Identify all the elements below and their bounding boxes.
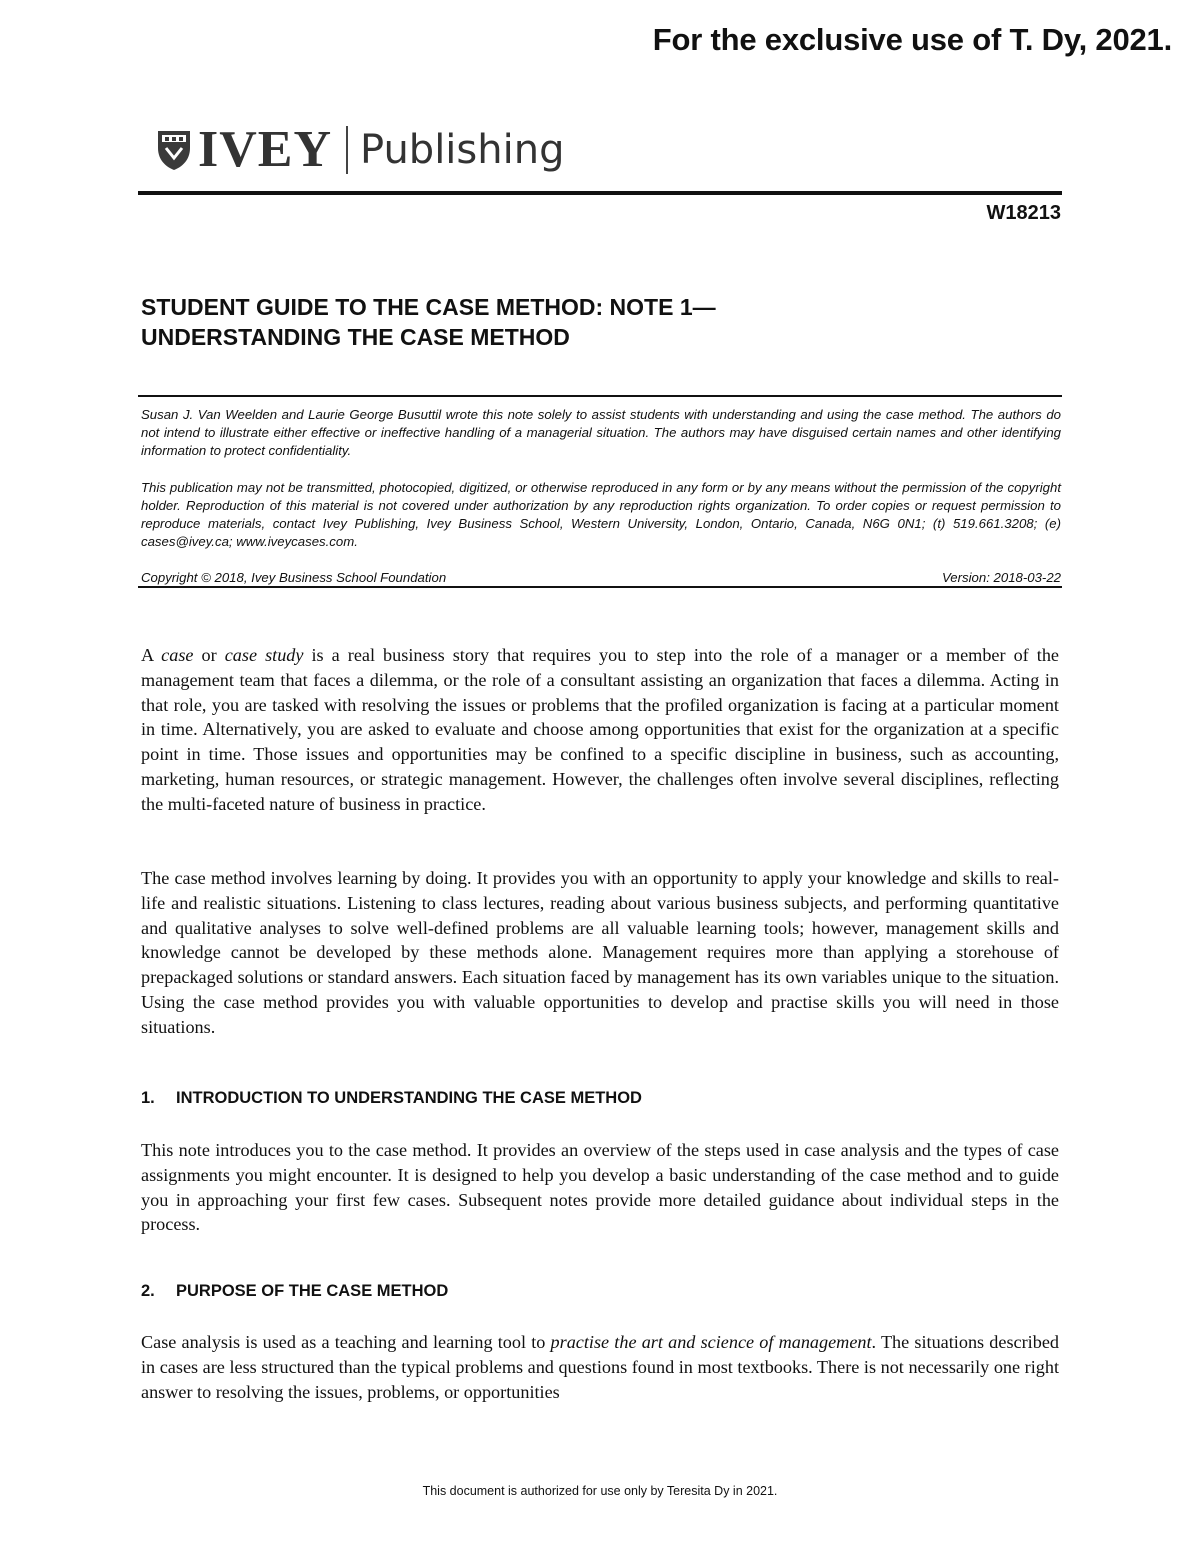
intro-rest: is a real business story that requires you to step into the role of a manager or a member of the management team that faces a dilemma, or the role of a consultant assisting an organization that faces a dilemma. Acting in that role, you are tasked with resolving the issues or problems that the profiled organization is facing at a particular moment in time. Alternatively, you are asked to evaluate and choose among opportunities that exist for the organization at a specific point in time. Those issues and opportunities may be confined to a specific discipline in business, such as accounting, marketing, human resources, or strategic management. However, the challenges often involve several disciplines, reflecting the multi-faceted nature of business in practice.	[141, 645, 1059, 814]
logo-separator	[346, 126, 348, 174]
section-1-paragraph: This note introduces you to the case method. It provides an overview of the steps used in case analysis and the types of case assignments you might encounter. It is designed to help you develop a basic understanding of the case method and to guide you in approaching your first few cases. Subsequent notes provide more detailed guidance about individual steps in the process.	[141, 1140, 1059, 1235]
document-title	[141, 292, 1041, 352]
intro-paragraph-1	[141, 643, 1059, 817]
section-2-emphasis: practise the art and science of management	[550, 1332, 872, 1352]
ivey-publishing-logo	[156, 118, 564, 182]
section-2-heading	[141, 1282, 448, 1301]
section-1-number: 1.	[141, 1089, 155, 1107]
title-line-1: STUDENT GUIDE TO THE CASE METHOD: NOTE 1—	[141, 294, 716, 320]
notice-top-rule	[138, 395, 1062, 397]
header-rule	[138, 191, 1062, 195]
section-2-lead: Case analysis is used as a teaching and learning tool to	[141, 1332, 551, 1352]
term-case: case	[161, 645, 194, 665]
permission-note: This publication may not be transmitted, photocopied, digitized, or otherwise reproduced in any form or by any means without the permission of the copyright holder. Reproduction of this material is not covered under authorization by any reproduction rights organization. To order copies or request permission to reproduce materials, contact Ivey Publishing, Ivey Business School, Western University, London, Ontario, Canada, N6G 0N1; (t) 519.661.3208; (e) cases@ivey.ca; www.iveycases.com.	[141, 480, 1061, 549]
document-code: W18213	[986, 202, 1061, 224]
publishing-wordmark: Publishing	[360, 127, 565, 173]
intro-mid: or	[193, 645, 225, 665]
section-2-rest: . The situations described in cases are less structured than the typical problems and questions found in most textbooks. There is not necessarily one right answer to resolving the issues, problems, or opportunities	[141, 1332, 1059, 1402]
authors-note: Susan J. Van Weelden and Laurie George Busuttil wrote this note solely to assist students with understanding and using the case method. The authors do not intend to illustrate either effective or ineffective handling of a managerial situation. The authors may have disguised certain names and other identifying information to protect confidentiality.	[141, 407, 1061, 458]
intro-lead: A	[141, 645, 162, 665]
section-2-title: PURPOSE OF THE CASE METHOD	[176, 1282, 449, 1300]
intro-paragraph-2: The case method involves learning by doing. It provides you with an opportunity to apply your knowledge and skills to real-life and realistic situations. Listening to class lectures, reading about various business subjects, and performing quantitative and qualitative analyses to solve well-defined problems are all valuable learning tools; however, management skills and knowledge cannot be developed by these methods alone. Management requires more than applying a storehouse of prepackaged solutions or standard answers. Each situation faced by management has its own variables unique to the situation. Using the case method provides you with valuable opportunities to develop and practise skills you will need in those situations.	[141, 868, 1059, 1037]
title-line-2: UNDERSTANDING THE CASE METHOD	[141, 324, 570, 350]
ivey-wordmark: IVEY	[198, 121, 333, 178]
section-1-heading	[141, 1089, 642, 1108]
notice-bottom-rule	[138, 586, 1062, 588]
version-text: Version: 2018-03-22	[941, 570, 1061, 585]
copyright-text: Copyright © 2018, Ivey Business School Foundation	[141, 570, 447, 585]
authorization-footer: This document is authorized for use only by Teresita Dy in 2021.	[422, 1484, 778, 1498]
term-case-study: case study	[224, 645, 304, 665]
exclusive-use-watermark: For the exclusive use of T. Dy, 2021.	[652, 22, 1172, 57]
section-1-title: INTRODUCTION TO UNDERSTANDING THE CASE METHOD	[176, 1089, 642, 1107]
section-2-paragraph	[141, 1330, 1059, 1404]
copyright-row	[141, 570, 1061, 585]
ivey-shield-icon	[156, 128, 192, 172]
section-2-number: 2.	[141, 1282, 155, 1300]
